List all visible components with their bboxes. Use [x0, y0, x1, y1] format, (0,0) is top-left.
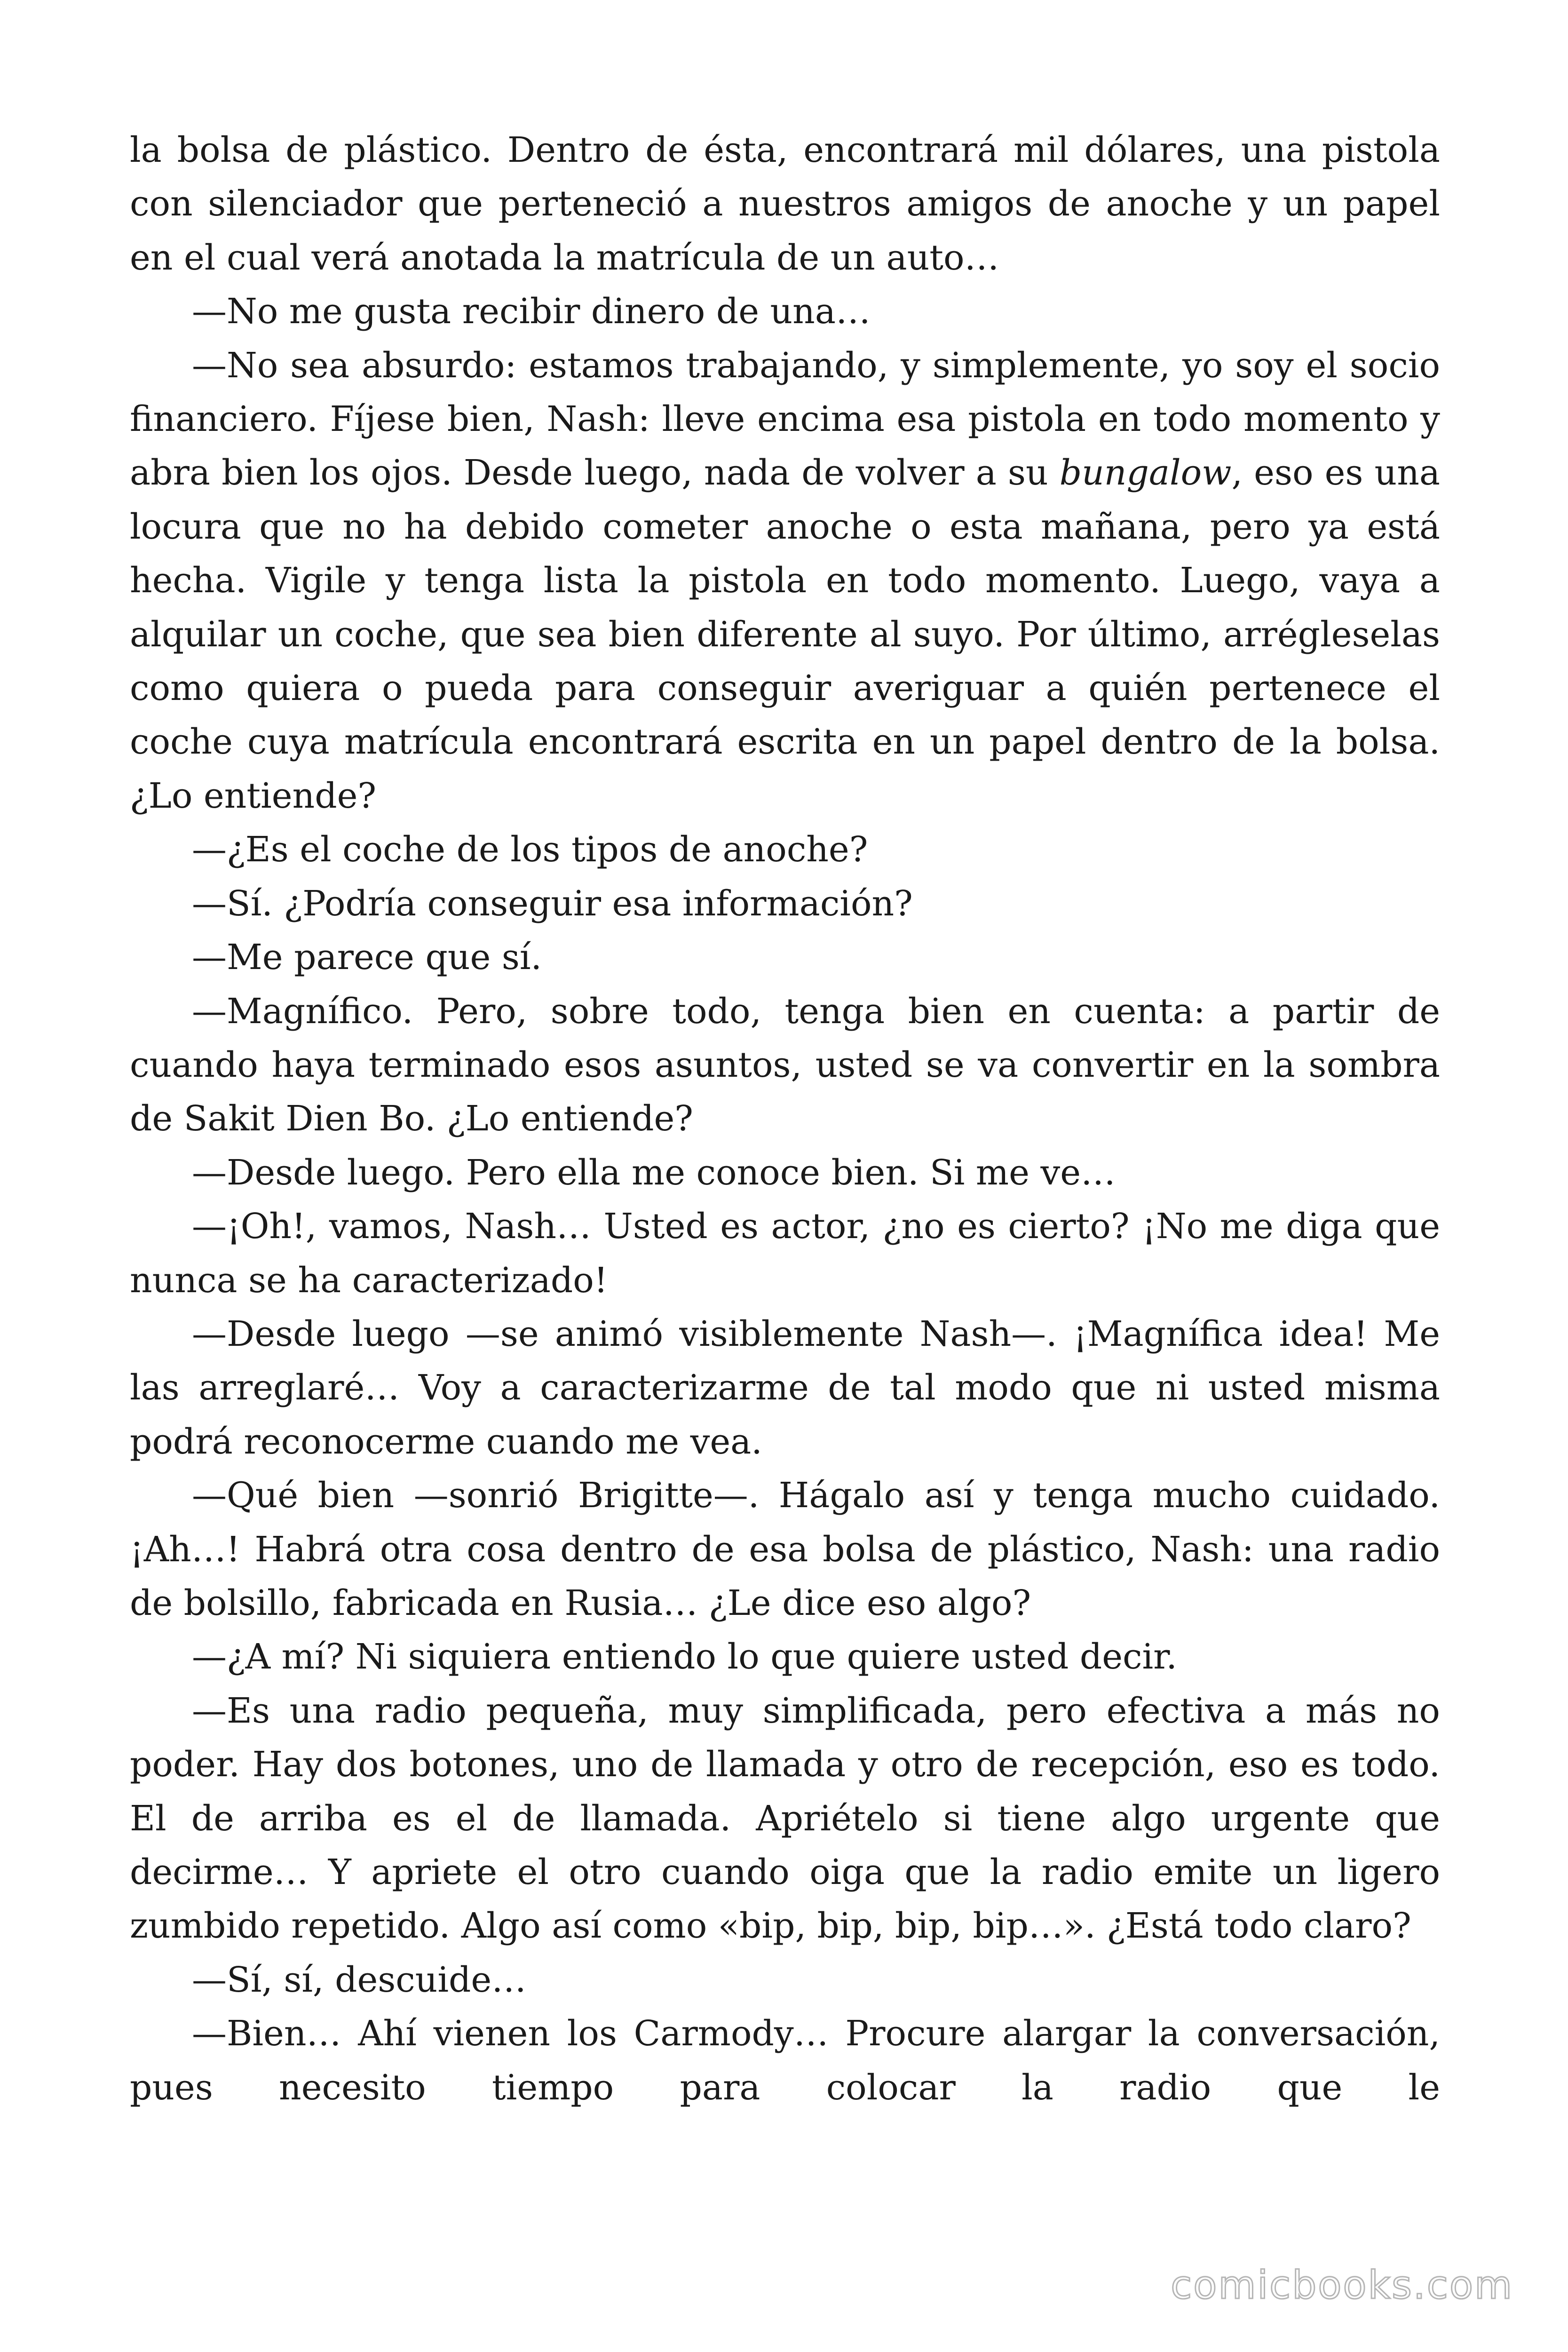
dialogue-paragraph: —Qué bien —sonrió Brigitte—. Hágalo así y tenga mucho cuidado. ¡Ah…! Habrá otra cosa dentro de esa bolsa de plástico, Nash: una radio de bolsillo, fabricada en Rusia… ¿Le dice eso algo?	[130, 1475, 1440, 1623]
paragraph-continuation: la bolsa de plástico. Dentro de ésta, encontrará mil dólares, una pistola con silenciador que perteneció a nuestros amigos de anoche y un papel en el cual verá anotada la matrícula de un auto…	[130, 130, 1440, 278]
dialogue-paragraph: —Sí. ¿Podría conseguir esa información?	[192, 883, 913, 924]
dialogue-paragraph: —Bien… Ahí vienen los Carmody… Procure alargar la conversación, pues necesito tiempo para colocar la radio que le	[130, 2013, 1440, 2108]
emphasized-word: bungalow	[1059, 453, 1232, 493]
dialogue-paragraph: —Me parece que sí.	[192, 937, 542, 978]
dialogue-paragraph: —Desde luego —se animó visiblemente Nash—. ¡Magnífica idea! Me las arreglaré… Voy a caracterizarme de tal modo que ni usted misma podrá reconocerme cuando me vea.	[130, 1313, 1440, 1462]
dialogue-paragraph: —No me gusta recibir dinero de una…	[192, 291, 871, 332]
dialogue-paragraph: —Sí, sí, descuide…	[192, 1959, 527, 2000]
dialogue-paragraph: —¡Oh!, vamos, Nash… Usted es actor, ¿no es cierto? ¡No me diga que nunca se ha caracterizado!	[130, 1206, 1440, 1301]
dialogue-paragraph: —Magnífico. Pero, sobre todo, tenga bien en cuenta: a partir de cuando haya terminado esos asuntos, usted se va convertir en la sombra de Sakit Dien Bo. ¿Lo entiende?	[130, 991, 1440, 1139]
paragraph-text: —No sea absurdo: estamos trabajando, y simplemente, yo soy el socio financiero. Fíjese bien, Nash: lleve encima esa pistola en todo momento y abra bien los ojos. Desde luego, nada de volver a su	[130, 345, 1440, 493]
watermark-logo: comicbooks.com	[1171, 2263, 1513, 2308]
page-body-text	[130, 123, 1440, 2114]
dialogue-paragraph: —Desde luego. Pero ella me conoce bien. Si me ve…	[192, 1152, 1116, 1193]
dialogue-paragraph: —¿A mí? Ni siquiera entiendo lo que quiere usted decir.	[192, 1637, 1177, 1677]
dialogue-paragraph: —¿Es el coche de los tipos de anoche?	[192, 829, 868, 870]
dialogue-paragraph	[130, 339, 1440, 823]
dialogue-paragraph: —Es una radio pequeña, muy simplificada, pero efectiva a más no poder. Hay dos botones, uno de llamada y otro de recepción, eso es todo. El de arriba es el de llamada. Apriételo si tiene algo urgente que decirme… Y apriete el otro cuando oiga que la radio emite un ligero zumbido repetido. Algo así como «bip, bip, bip, bip…». ¿Está todo claro?	[130, 1690, 1440, 1947]
paragraph-text: , eso es una locura que no ha debido cometer anoche o esta mañana, pero ya está hecha. Vigile y tenga lista la pistola en todo momento. Luego, vaya a alquilar un coche, que sea bien diferente al suyo. Por último, arrégleselas como quiera o pueda para conseguir averiguar a quién pertenece el coche cuya matrícula encontrará escrita en un papel dentro de la bolsa. ¿Lo entiende?	[130, 453, 1440, 816]
